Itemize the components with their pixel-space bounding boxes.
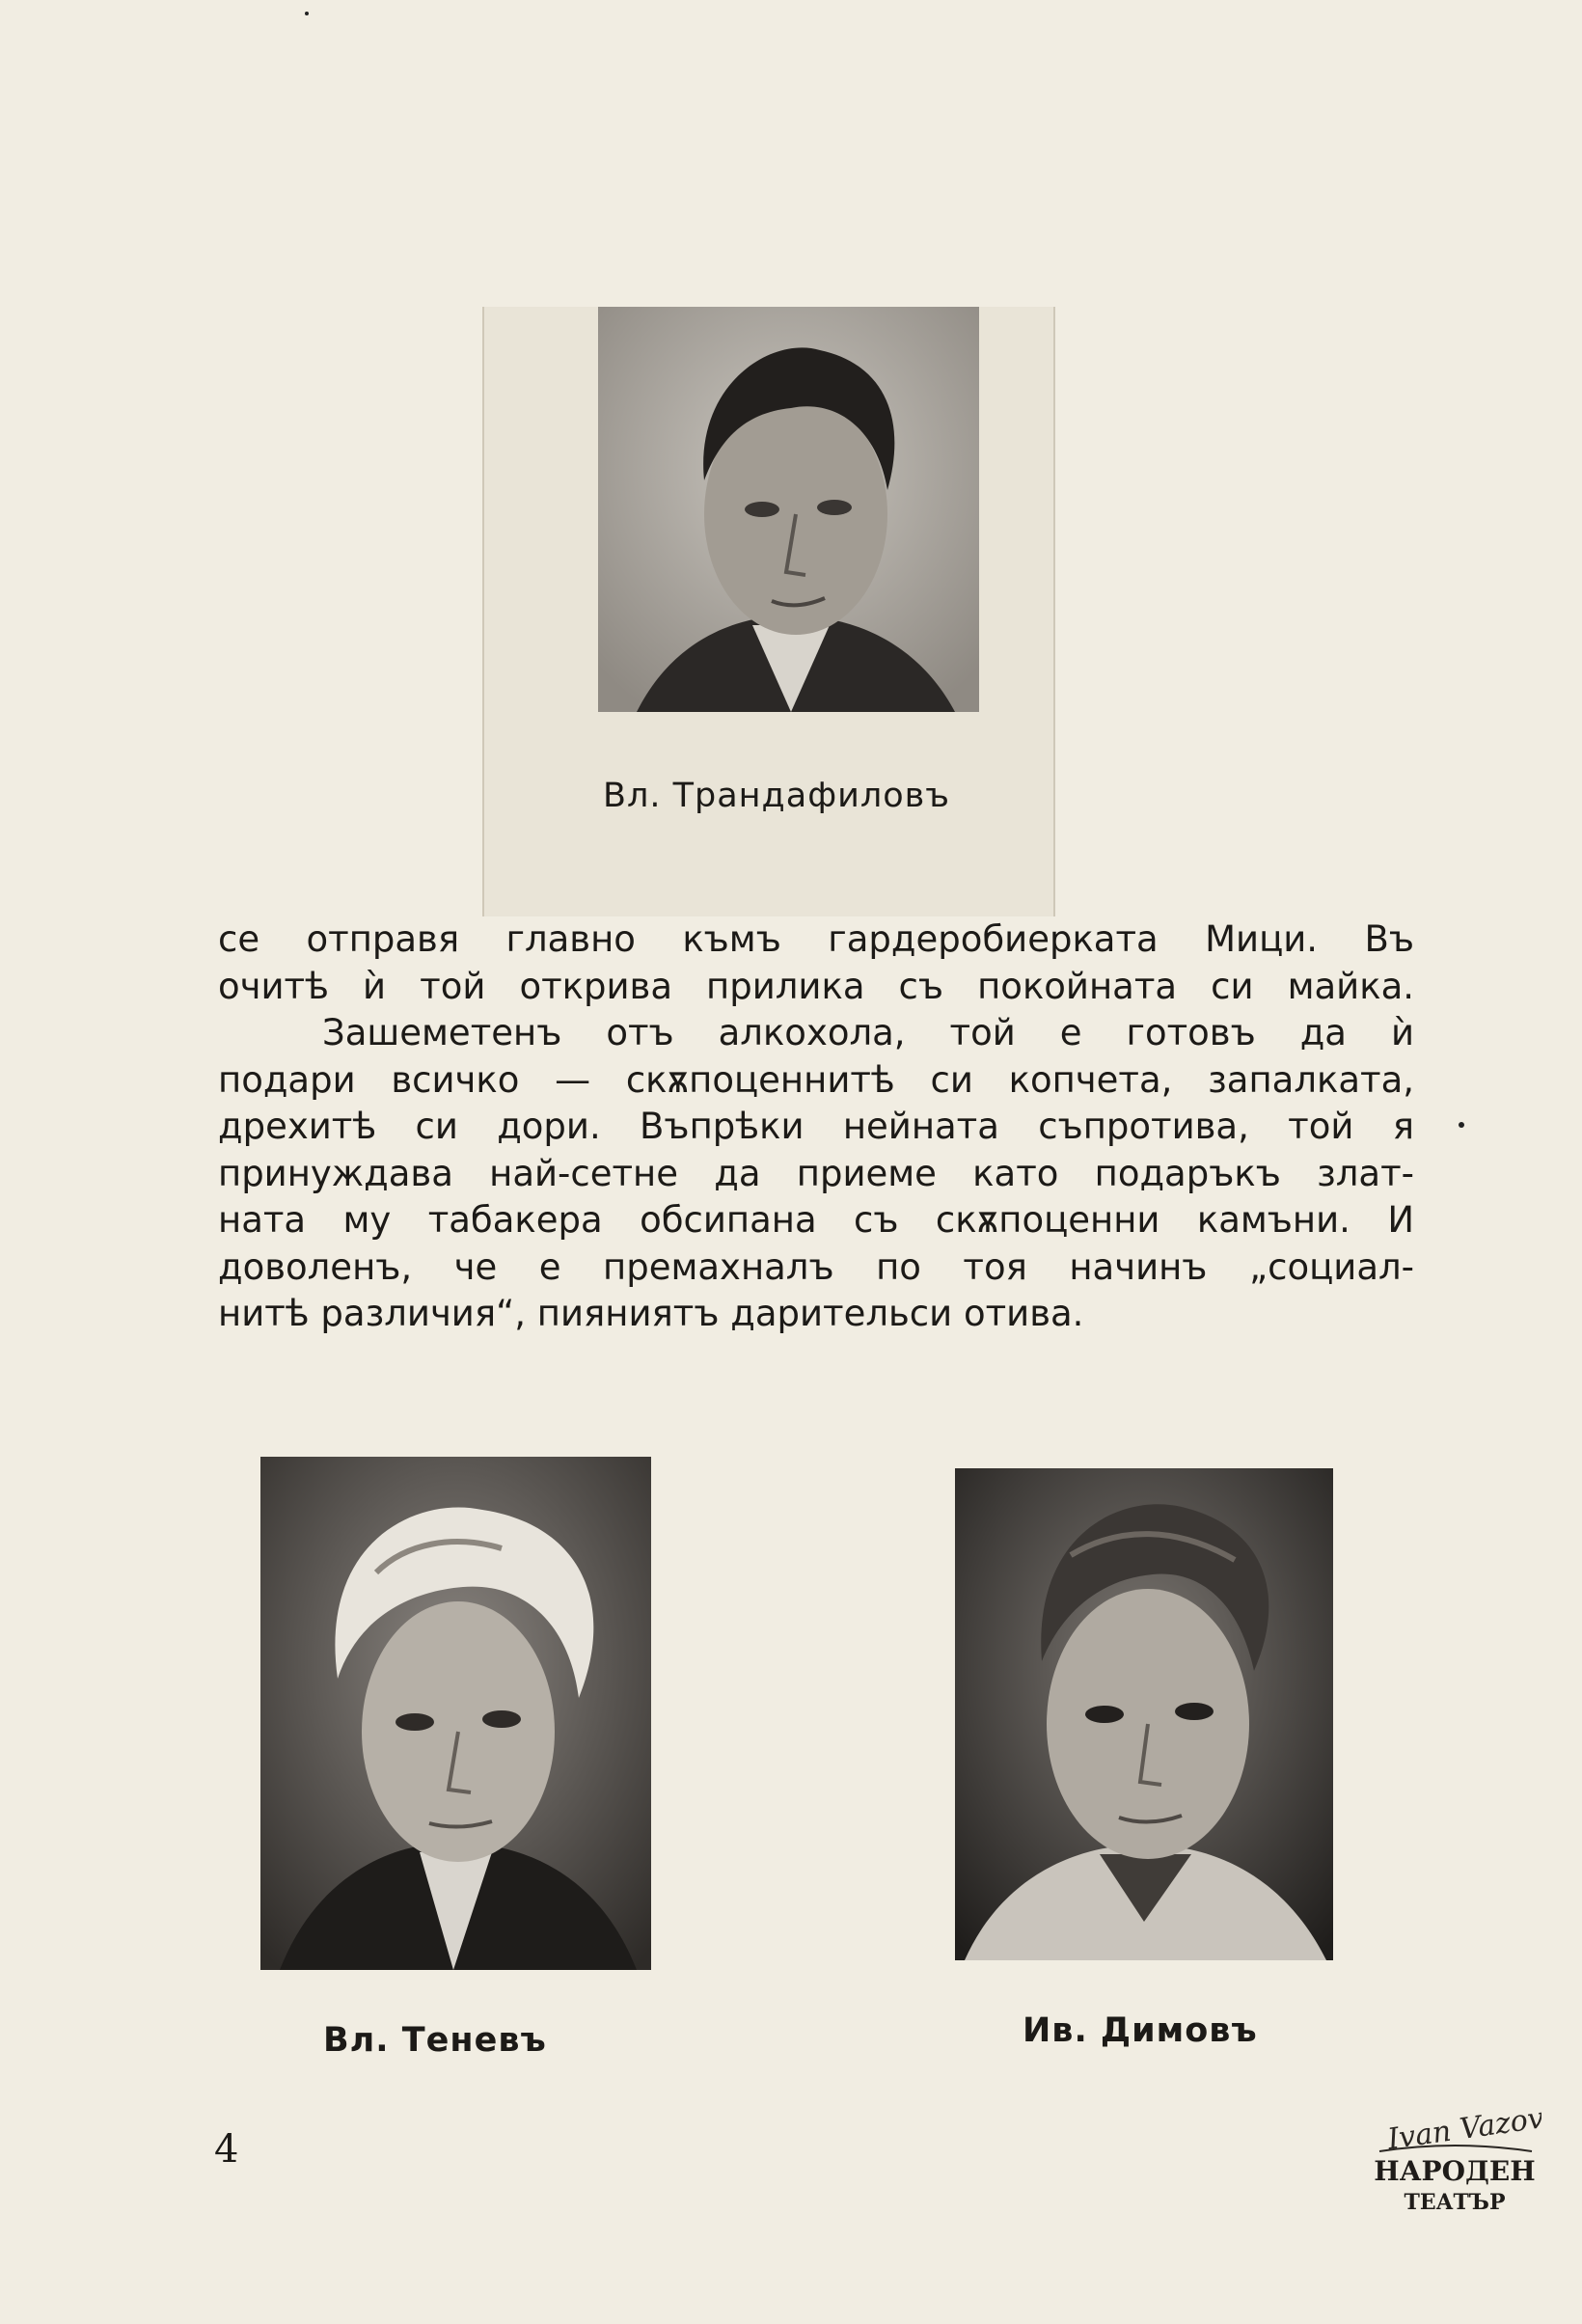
text-line: доволенъ, че е премахналъ по тоя начинъ „социал- (218, 1245, 1414, 1288)
text-line: очитѣ ѝ той открива прилика съ покойната си майка. (218, 965, 1414, 1007)
caption-dimov: Ив. Димовъ (1023, 2011, 1258, 2050)
ink-speck (1459, 1122, 1464, 1128)
svg-text:НАРОДЕН: НАРОДЕН (1374, 2155, 1536, 2187)
text-line: Зашеметенъ отъ алкохола, той е готовъ да ѝ (322, 1012, 1414, 1053)
page-number: 4 (214, 2127, 239, 2172)
text-line: принуждава най-сетне да приеме като подаръкъ злат- (218, 1152, 1414, 1194)
portrait-dimov (955, 1468, 1333, 1960)
text-line: дрехитѣ си дори. Въпрѣки нейната съпротива, той я (218, 1106, 1414, 1147)
svg-text:ТЕАТЪР: ТЕАТЪР (1404, 2190, 1506, 2215)
body-paragraph (218, 916, 1414, 1338)
national-theatre-stamp (1368, 2101, 1541, 2227)
text-line: ната му табакера обсипана съ скѫпоценни камъни. И (218, 1199, 1414, 1241)
caption-tenev: Вл. Теневъ (323, 2021, 547, 2060)
text-line: подари всичко — скѫпоценнитѣ си копчета, запалката, (218, 1058, 1414, 1101)
caption-trandafilov: Вл. Трандафиловъ (603, 777, 951, 815)
svg-text:Ivan Vazov: Ivan Vazov (1385, 2101, 1541, 2157)
text-line: нитѣ различия“, пияниятъ дарительси отива. (218, 1293, 1084, 1334)
portrait-tenev (260, 1457, 651, 1970)
portrait-trandafilov (598, 307, 979, 712)
text-line: се отправя главно къмъ гардеробиерката Мици. Въ (218, 918, 1414, 960)
ink-speck (305, 12, 309, 15)
